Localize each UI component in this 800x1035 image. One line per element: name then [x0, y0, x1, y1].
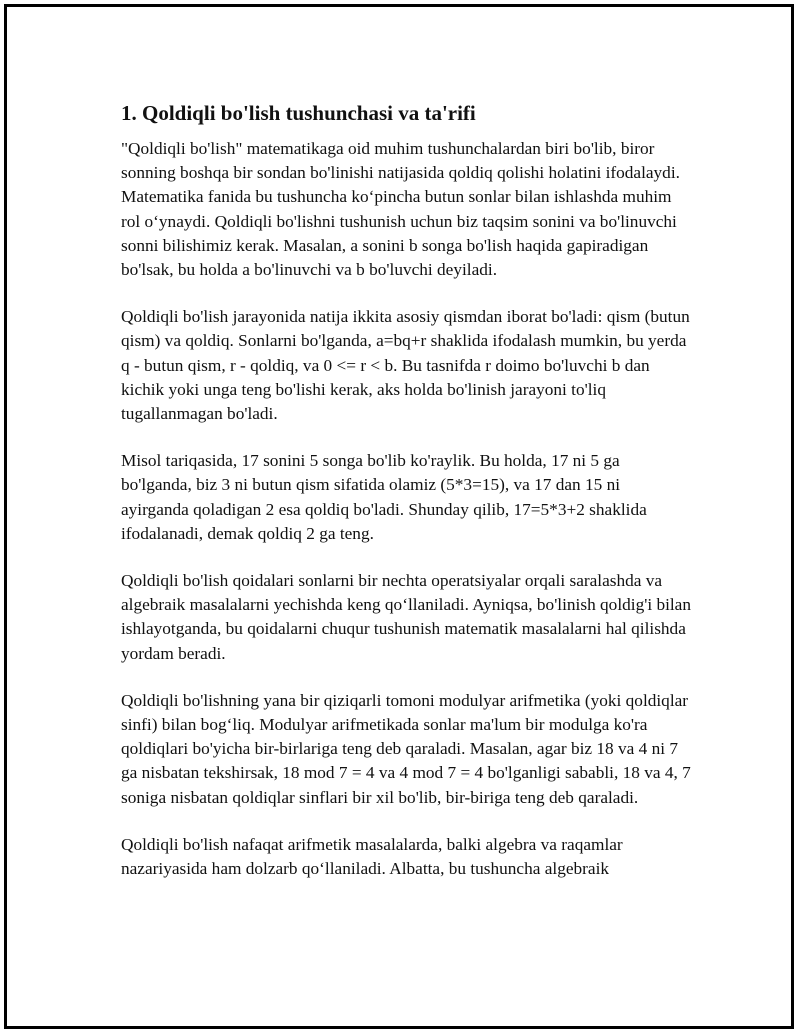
paragraph-6: Qoldiqli bo'lish nafaqat arifmetik masalalarda, balki algebra va raqamlar nazariyasida ham dolzarb qo‘llaniladi. Albatta, bu tushuncha algebraik — [121, 834, 623, 879]
paragraph-4: Qoldiqli bo'lish qoidalari sonlarni bir nechta operatsiyalar orqali saralashda va algebraik masalalarni yechishda keng qo‘llaniladi. Ayniqsa, bo'linish qoldig'i bilan ishlayotganda, bu qoidalarni chuqur tushunish matematik masalalarni hal qilishda yordam beradi. — [121, 571, 691, 663]
paragraph-1: "Qoldiqli bo'lish" matematikaga oid muhim tushunchalardan biri bo'lib, biror sonning boshqa bir sondan bo'linishi natijasida qoldiq qolishi holatini ifodalaydi. Matematika fanida bu tushuncha ko‘pincha butun sonlar bilan ishlashda muhim rol o‘ynaydi. Qoldiqli bo'lishni tushunish uchun biz taqsim sonini va bo'linuvchi sonni bilishimiz kerak. Masalan, a sonini b songa bo'lish haqida gapiradigan bo'lsak, bu holda a bo'linuvchi va b bo'luvchi deyiladi. — [121, 139, 680, 280]
paragraph-2: Qoldiqli bo'lish jarayonida natija ikkita asosiy qismdan iborat bo'ladi: qism (butun qism) va qoldiq. Sonlarni bo'lganda, a=bq+r shaklida ifodalash mumkin, bu yerda q - butun qism, r - qoldiq, va 0 <= r < b. Bu tasnifda r doimo bo'luvchi b dan kichik yoki unga teng bo'lishi kerak, aks holda bo'linish jarayoni to'liq tugallanmagan bo'ladi. — [121, 307, 690, 424]
paragraph-5: Qoldiqli bo'lishning yana bir qiziqarli tomoni modulyar arifmetika (yoki qoldiqlar sinfi) bilan bog‘liq. Modulyar arifmetikada sonlar ma'lum bir modulga ko'ra qoldiqlari bo'yicha bir-birlariga teng deb qaraladi. Masalan, agar biz 18 va 4 ni 7 ga nisbatan tekshirsak, 18 mod 7 = 4 va 4 mod 7 = 4 bo'lganligi sababli, 18 va 4, 7 soniga nisbatan qoldiqlar sinflari bir xil bo'lib, bir-biriga teng deb qaraladi. — [121, 690, 691, 807]
paragraph-3: Misol tariqasida, 17 sonini 5 songa bo'lib ko'raylik. Bu holda, 17 ni 5 ga bo'lganda, biz 3 ni butun qism sifatida olamiz (5*3=15), va 17 dan 15 ni ayirganda qoladigan 2 esa qoldiq bo'ladi. Shunday qilib, 17=5*3+2 shaklida ifodalanadi, demak qoldiq 2 ga teng. — [121, 451, 647, 543]
section-heading: 1. Qoldiqli bo'lish tushunchasi va ta'rifi — [121, 101, 476, 125]
page-frame — [4, 4, 794, 1029]
document-body — [121, 99, 691, 904]
